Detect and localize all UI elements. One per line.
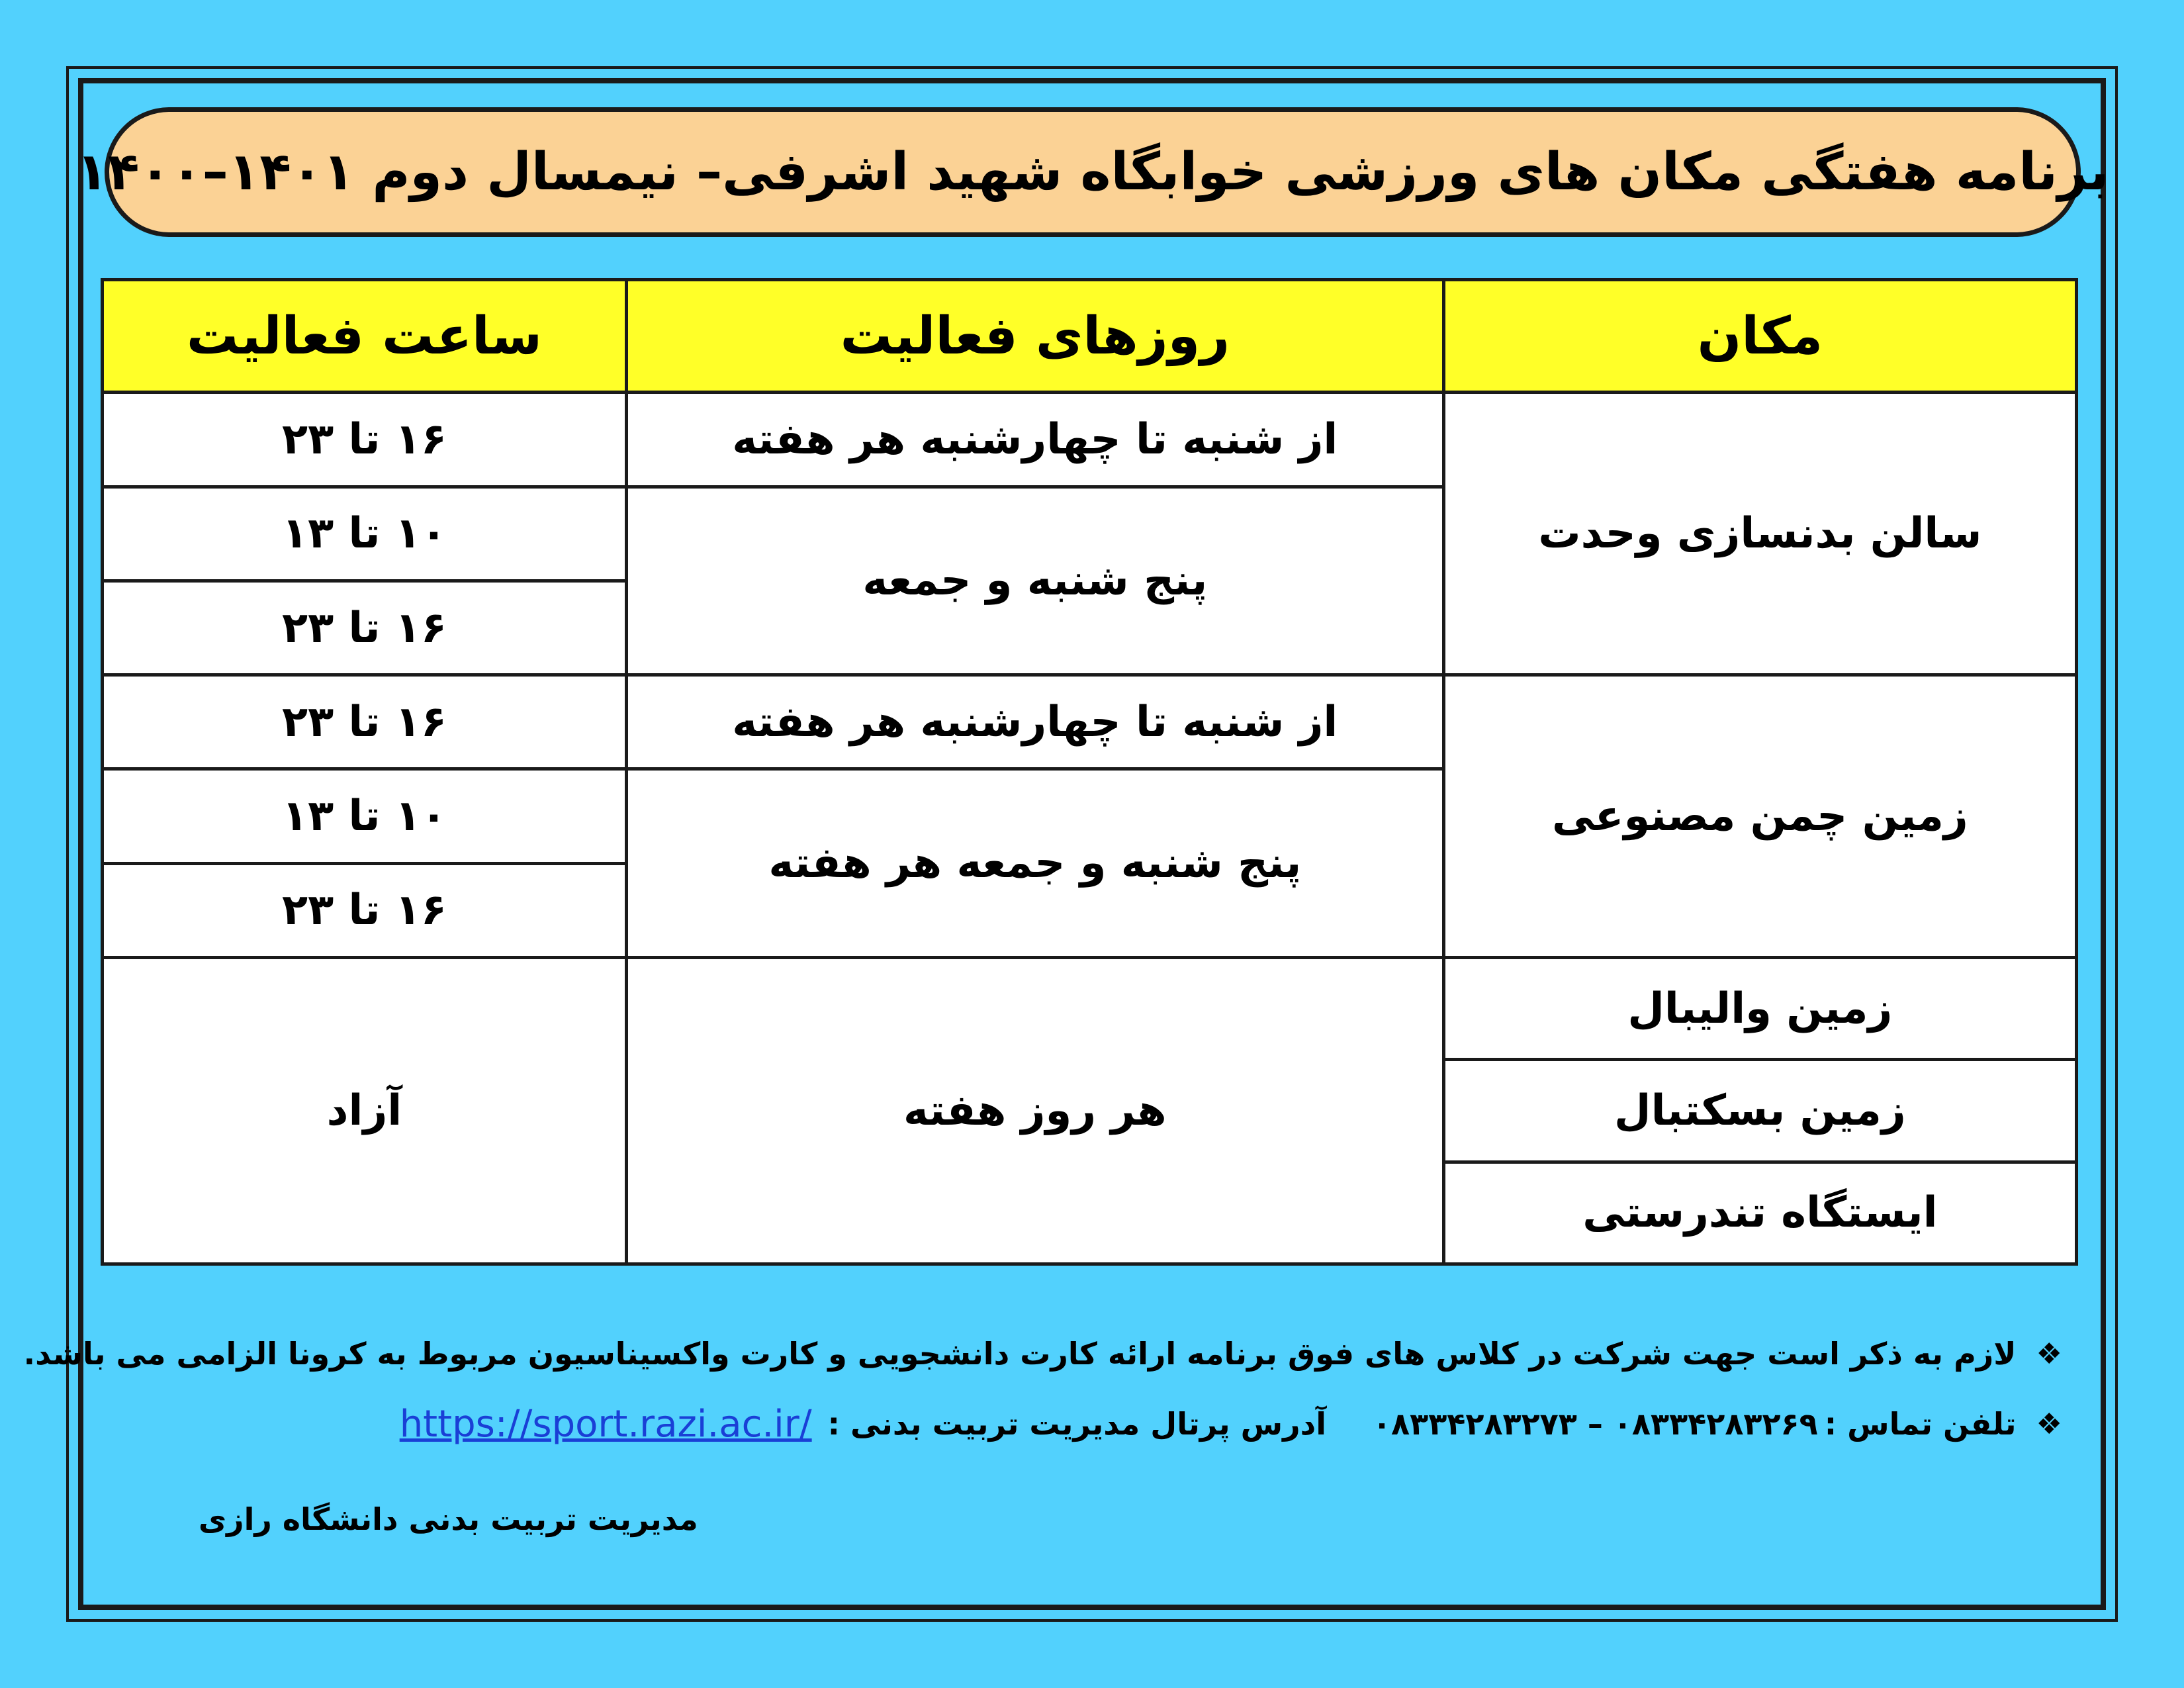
- bullet-icon: ❖: [2036, 1336, 2062, 1371]
- signature: مدیریت تربیت بدنی دانشگاه رازی: [199, 1501, 698, 1537]
- hours-cell: ۱۰ تا ۱۳: [103, 769, 627, 863]
- header-days: روزهای فعالیت: [626, 280, 1443, 393]
- header-hours: ساعت فعالیت: [103, 280, 627, 393]
- note-contact: [143, 1404, 2062, 1444]
- days-cell: از شنبه تا چهارشنبه هر هفته: [626, 675, 1443, 769]
- hours-cell: ۱۶ تا ۲۳: [103, 581, 627, 675]
- page-title: برنامه هفتگی مکان های ورزشی خوابگاه شهید اشرفی– نیمسال دوم ۱۴۰۱–۱۴۰۰: [76, 142, 2109, 202]
- days-cell: از شنبه تا چهارشنبه هر هفته: [626, 393, 1443, 487]
- days-cell: هر روز هفته: [626, 958, 1443, 1264]
- table-row: [103, 393, 2077, 487]
- place-turf-field: زمین چمن مصنوعی: [1443, 675, 2076, 958]
- title-banner: [76, 107, 2109, 237]
- place-gym: سالن بدنسازی وحدت: [1443, 393, 2076, 675]
- notes-section: [23, 1334, 2062, 1474]
- table-row: [103, 675, 2077, 769]
- table-row: [103, 958, 2077, 1060]
- phone-numbers: ۰۸۳۳۴۲۸۳۲۶۹ – ۰۸۳۳۴۲۸۳۲۷۳: [1372, 1406, 1818, 1442]
- hours-cell: آزاد: [103, 958, 627, 1264]
- days-cell: پنج شنبه و جمعه هر هفته: [626, 769, 1443, 958]
- place-volleyball: زمین والیبال: [1443, 958, 2076, 1060]
- place-basketball: زمین بسکتبال: [1443, 1060, 2076, 1162]
- portal-link[interactable]: https://sport.razi.ac.ir/: [399, 1402, 812, 1446]
- hours-cell: ۱۶ تا ۲۳: [103, 393, 627, 487]
- bullet-icon: ❖: [2036, 1407, 2062, 1441]
- phone-label: تلفن تماس :: [1824, 1406, 2017, 1442]
- hours-cell: ۱۶ تا ۲۳: [103, 863, 627, 957]
- note-text: لازم به ذکر است جهت شرکت در کلاس های فوق برنامه ارائه کارت دانشجویی و کارت واکسیناسیون مربوط به کرونا الزامی می باشد.: [23, 1336, 2017, 1372]
- note-card-requirement: [23, 1334, 2062, 1374]
- days-cell: پنج شنبه و جمعه: [626, 487, 1443, 675]
- place-fitness-station: ایستگاه تندرستی: [1443, 1162, 2076, 1264]
- schedule-table: [101, 278, 2078, 1266]
- hours-cell: ۱۰ تا ۱۳: [103, 487, 627, 581]
- table-header-row: [103, 280, 2077, 393]
- portal-label: آدرس پرتال مدیریت تربیت بدنی :: [827, 1406, 1326, 1442]
- hours-cell: ۱۶ تا ۲۳: [103, 675, 627, 769]
- header-place: مکان: [1443, 280, 2076, 393]
